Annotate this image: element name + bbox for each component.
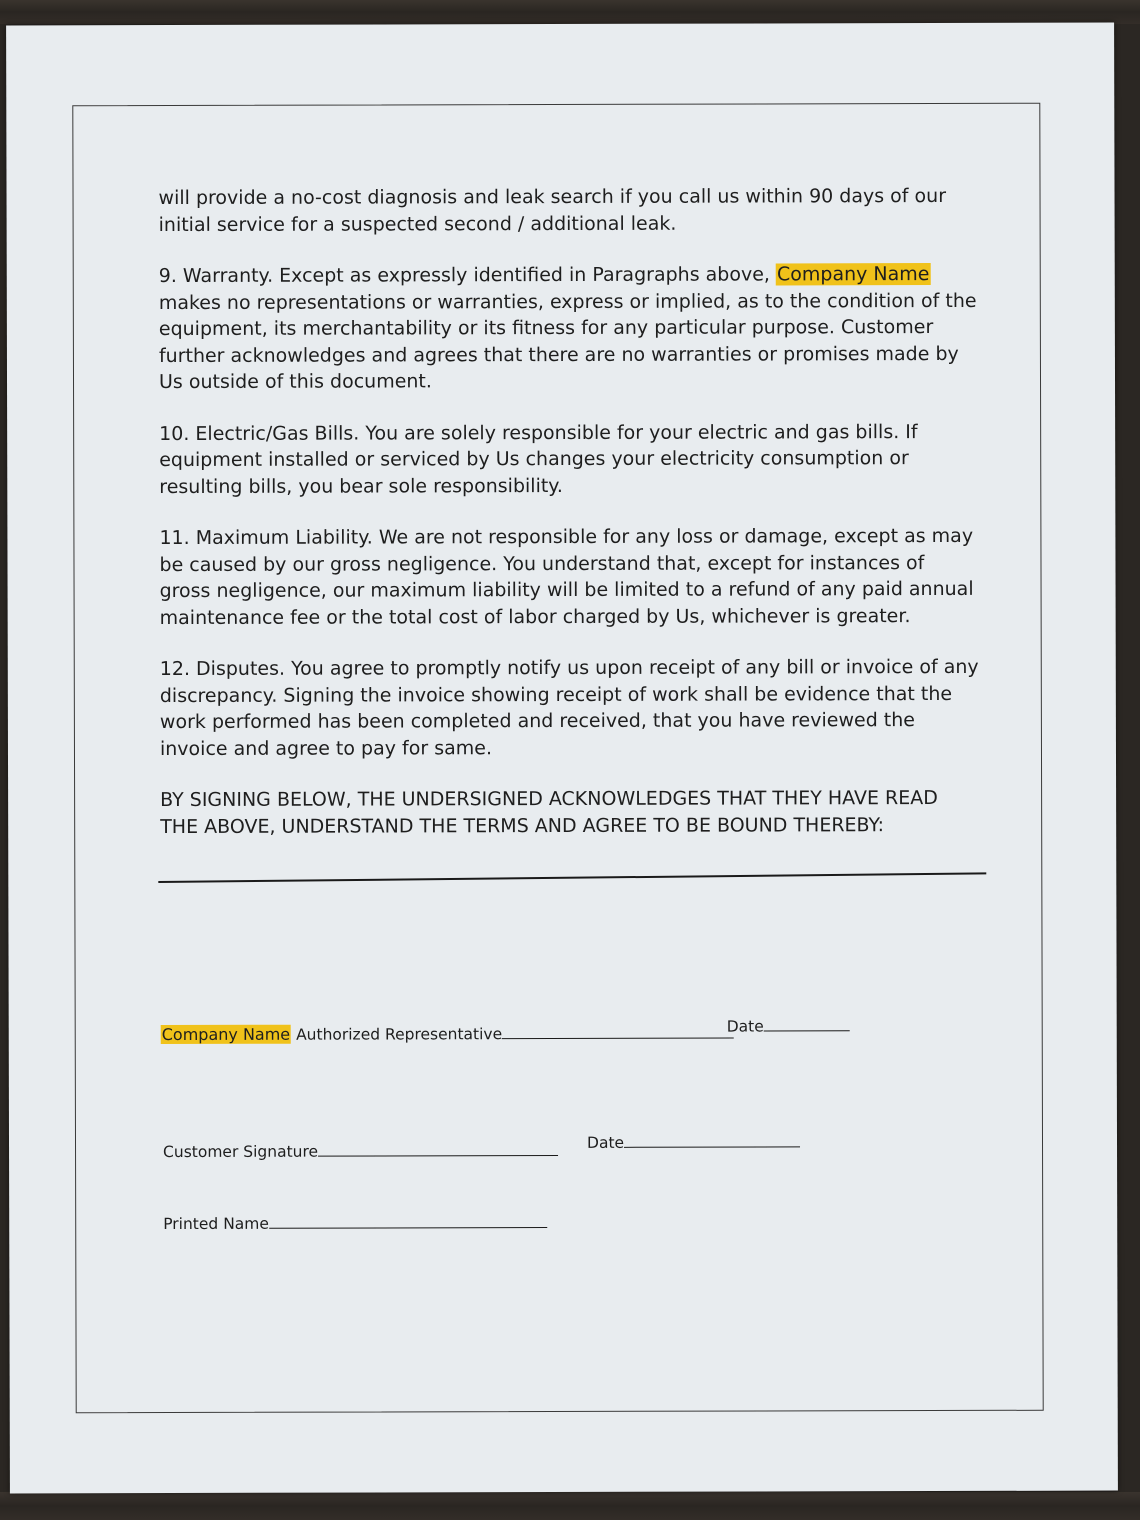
company-name-highlight-signature: Company Name bbox=[161, 1024, 291, 1045]
date-field-1 bbox=[727, 1017, 850, 1035]
authorized-rep-label: Authorized Representative bbox=[291, 1025, 503, 1044]
customer-signature-line[interactable] bbox=[318, 1154, 558, 1157]
customer-signature-label: Customer Signature bbox=[163, 1142, 319, 1162]
paper-sheet bbox=[6, 23, 1118, 1494]
wood-plank-top bbox=[0, 0, 1140, 24]
date-line-2[interactable] bbox=[624, 1145, 800, 1147]
paragraph-disputes: 12. Disputes. You agree to promptly notify us upon receipt of any bill or invoice of any discrepancy. Signing the invoice showing receipt of work shall be evidence that the work performed has been completed and received, that you have reviewed the invoice and agree to pay for same. bbox=[159, 655, 979, 760]
authorized-rep-signature-line[interactable] bbox=[502, 1037, 734, 1040]
date-label-1: Date bbox=[726, 1017, 764, 1036]
acknowledgement-statement: BY SIGNING BELOW, THE UNDERSIGNED ACKNOWLEDGES THAT THEY HAVE READ THE ABOVE, UNDERSTAND THE TERMS AND AGREE TO BE BOUND THEREBY: bbox=[160, 787, 938, 838]
paragraph-continued: will provide a no-cost diagnosis and leak search if you call us within 90 days of our initial service for a suspected second / additional leak. bbox=[158, 184, 947, 236]
date-label-2: Date bbox=[586, 1133, 625, 1152]
paragraph-maximum-liability: 11. Maximum Liability. We are not responsible for any loss or damage, except as may be caused by our gross negligence. You understand that, except for instances of gross negligence, our maximum liability will be limited to a refund of any paid annual maintenance fee or the total cost of labor charged by Us, whichever is greater. bbox=[159, 524, 974, 629]
wood-plank-bottom bbox=[0, 1492, 1140, 1520]
date-field-2 bbox=[587, 1133, 800, 1152]
company-name-highlight: Company Name bbox=[776, 263, 930, 286]
customer-signature-field bbox=[163, 1142, 558, 1161]
paragraph-warranty-after: makes no representations or warranties, express or implied, as to the condition of the equipment, its merchantability or its fitness for any particular purpose. Customer further acknowledges and agrees that there are no warranties or promises made by Us outside of this document. bbox=[158, 289, 977, 394]
contract-body bbox=[158, 183, 980, 865]
paragraph-electric-gas-bills: 10. Electric/Gas Bills. You are solely responsible for your electric and gas bills. If equipment installed or serviced by Us changes your electricity consumption or resulting bills, you bear sole responsibility. bbox=[159, 420, 918, 498]
paragraph-warranty-before: 9. Warranty. Except as expressly identified in Paragraphs above, bbox=[158, 263, 776, 288]
printed-name-field bbox=[163, 1214, 547, 1233]
paragraph-warranty bbox=[159, 261, 979, 396]
authorized-rep-field bbox=[161, 1024, 734, 1045]
date-line-1[interactable] bbox=[764, 1029, 850, 1031]
printed-name-label: Printed Name bbox=[163, 1214, 269, 1234]
printed-name-line[interactable] bbox=[269, 1226, 547, 1229]
